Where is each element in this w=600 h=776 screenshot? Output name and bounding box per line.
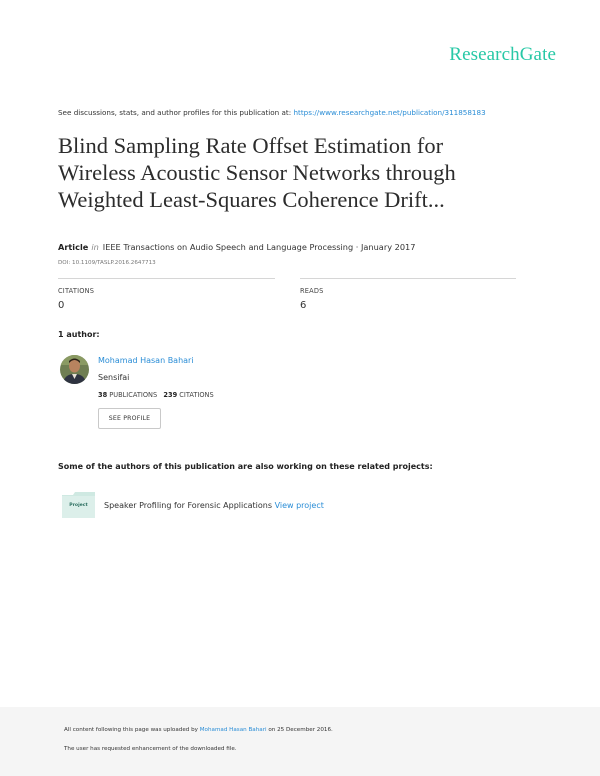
reads-label: READS (300, 287, 324, 295)
project-entry (104, 501, 324, 510)
view-project-link[interactable]: View project (274, 501, 324, 510)
footer (0, 707, 600, 776)
citations-value: 0 (58, 300, 65, 311)
publication-title (58, 132, 558, 213)
upload-suffix: on 25 December 2016. (266, 727, 333, 733)
enhancement-notice: The user has requested enhancement of the downloaded file. (64, 746, 237, 752)
publication-link[interactable]: https://www.researchgate.net/publication/311858183 (293, 108, 486, 117)
author-name[interactable]: Mohamad Hasan Bahari (98, 356, 194, 365)
discussion-text: See discussions, stats, and author profiles for this publication at: (58, 108, 294, 117)
see-profile-button[interactable]: SEE PROFILE (98, 408, 161, 429)
divider (300, 278, 516, 279)
avatar-photo (60, 355, 89, 384)
avatar[interactable] (60, 355, 89, 384)
publications-label: PUBLICATIONS (109, 391, 158, 399)
doi: DOI: 10.1109/TASLP.2016.2647713 (58, 260, 156, 266)
discussion-notice (58, 108, 486, 117)
upload-prefix: All content following this page was uploaded by (64, 727, 200, 733)
title-line: Blind Sampling Rate Offset Estimation for (58, 133, 444, 158)
publication-meta (58, 242, 415, 252)
publication-type: Article (58, 242, 89, 252)
researchgate-logo[interactable]: ResearchGate (449, 44, 556, 65)
author-stats (98, 391, 214, 399)
in-label: in (91, 242, 99, 252)
author-citations-count: 239 (163, 391, 178, 399)
title-line: Wireless Acoustic Sensor Networks through (58, 160, 456, 185)
project-name: Speaker Profiling for Forensic Applications (104, 501, 273, 510)
title-line: Weighted Least-Squares Coherence Drift... (58, 187, 445, 212)
venue: IEEE Transactions on Audio Speech and Language Processing · January 2017 (102, 242, 416, 252)
author-affiliation: Sensifai (98, 373, 130, 382)
project-icon-label: Project (69, 503, 88, 508)
uploader-link[interactable]: Mohamad Hasan Bahari (199, 727, 267, 733)
publications-count: 38 (98, 391, 108, 399)
project-folder-icon (62, 492, 95, 518)
reads-value: 6 (300, 300, 307, 311)
upload-notice (64, 727, 333, 733)
authors-heading: 1 author: (58, 330, 100, 339)
related-projects-heading: Some of the authors of this publication are also working on these related projects: (58, 462, 433, 471)
citations-label: CITATIONS (58, 287, 95, 295)
author-citations-label: CITATIONS (179, 391, 214, 399)
divider (58, 278, 275, 279)
